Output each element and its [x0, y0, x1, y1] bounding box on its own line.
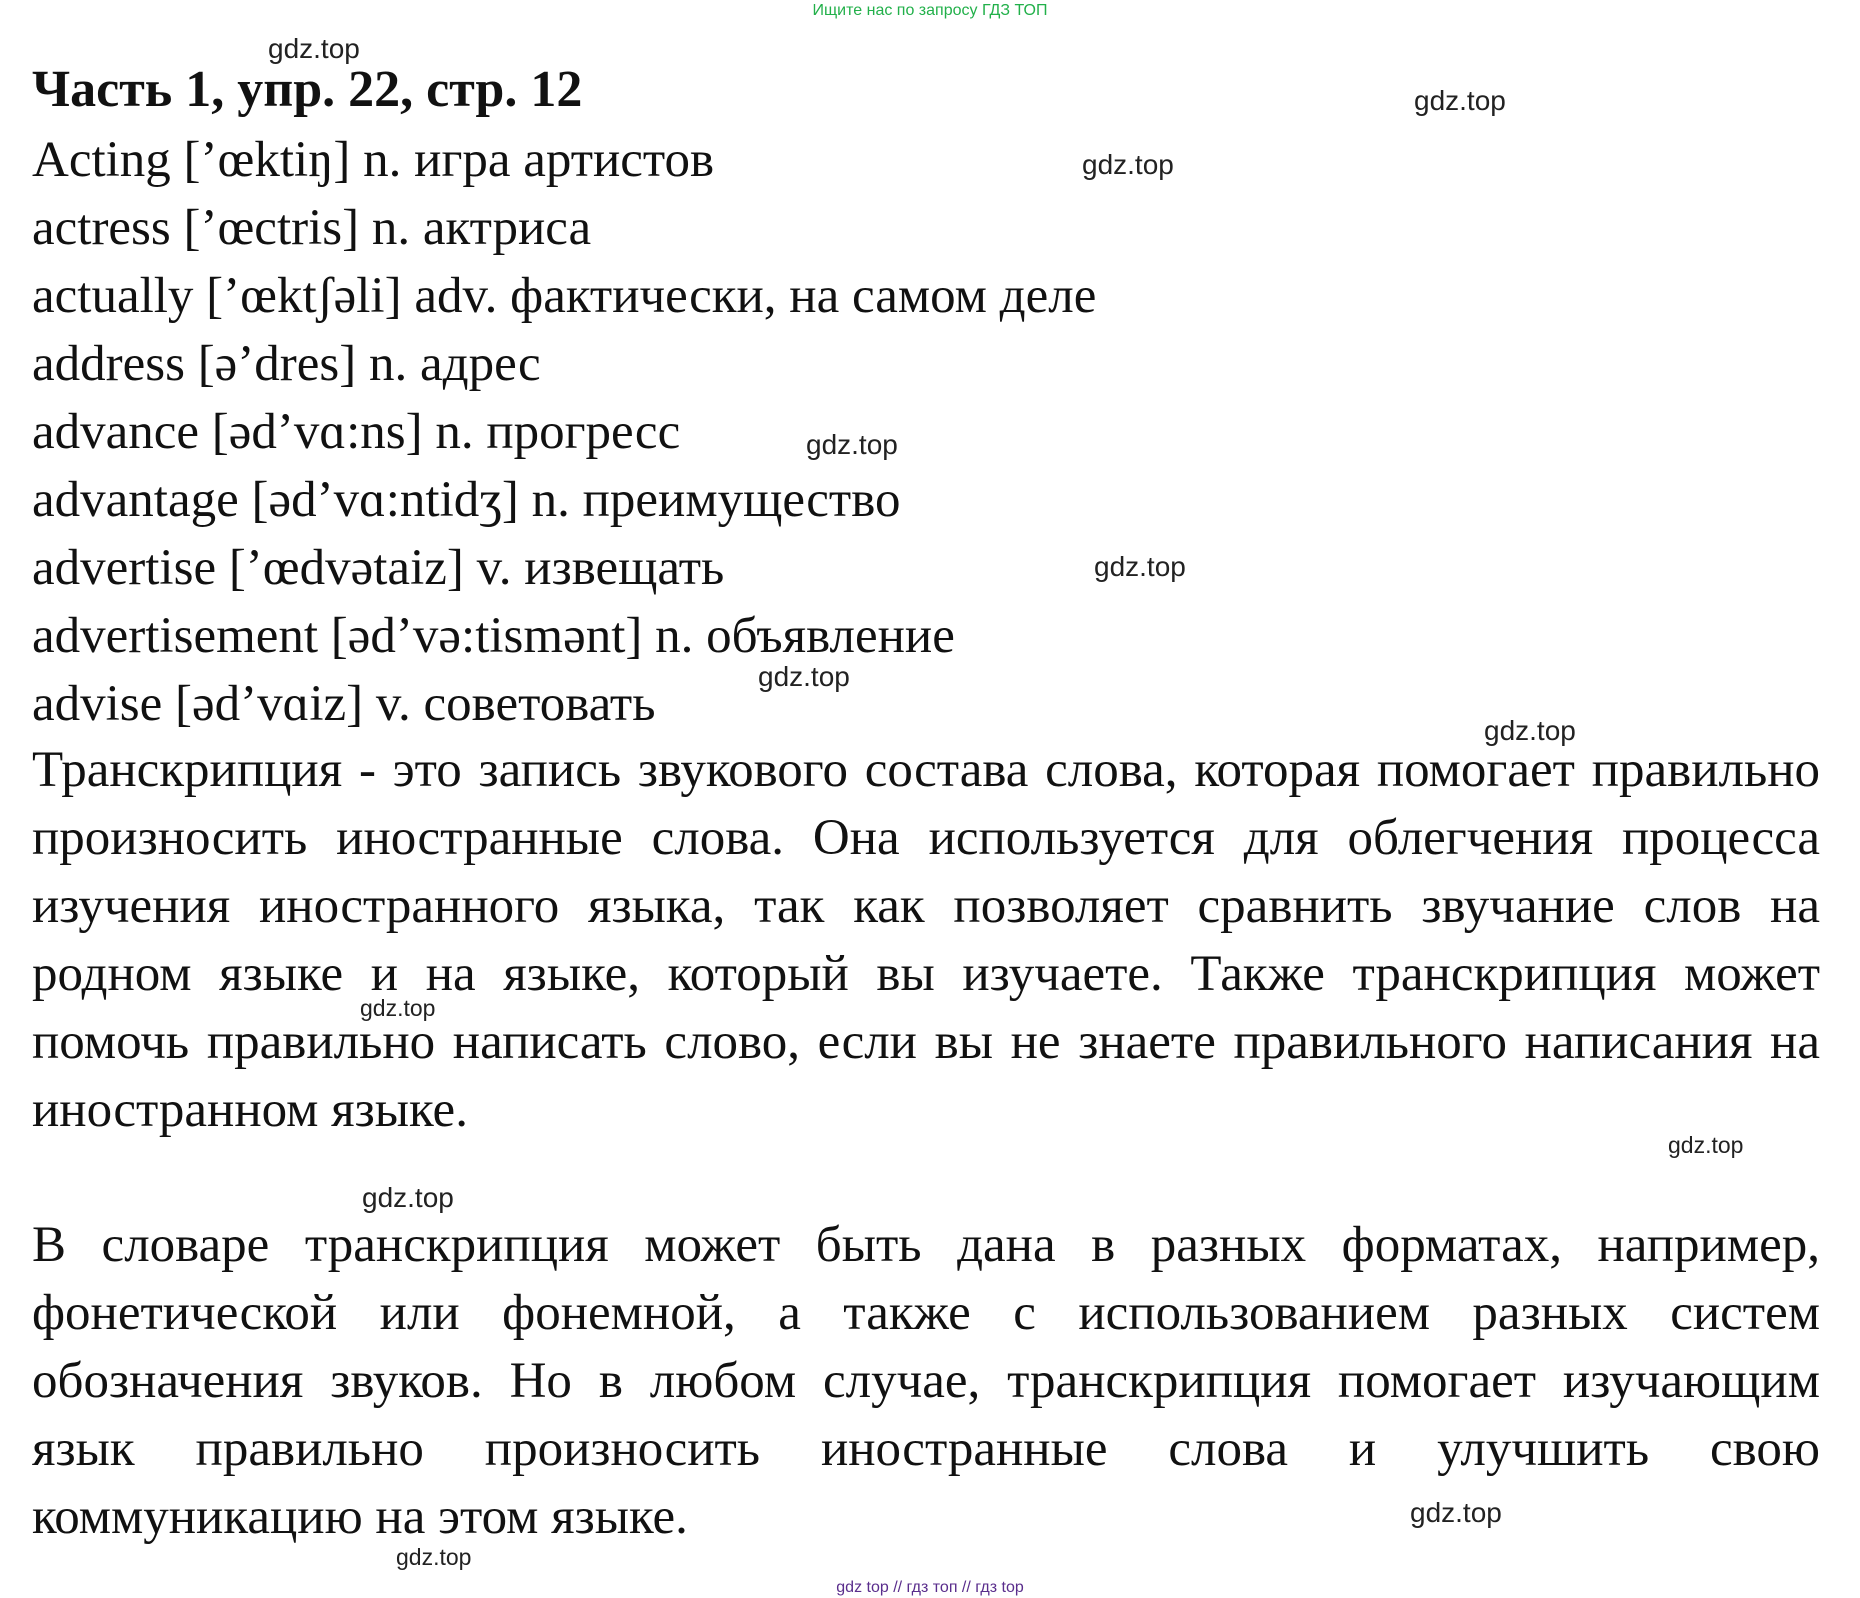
watermark: gdz.top	[362, 1182, 454, 1213]
watermark: gdz.top	[1668, 1132, 1744, 1158]
watermark: gdz.top	[268, 33, 360, 64]
watermark: gdz.top	[396, 1544, 472, 1570]
paragraph-transcription-definition: Транскрипция - это запись звукового состава слова, которая помогает правильно произносить иностранные слова. Она используется для облегчения процесса изучения иностранного языка, так как позволяет сравнить звучание слов на родном языке и на языке, который вы изучаете. Также транскрипция может помочь правильно написать слово, если вы не знаете правильного написания на иностранном языке.	[32, 742, 1820, 1138]
vocab-entry: advertisement [əd’və:tismənt] n. объявление	[32, 608, 955, 664]
vocab-entry: actually [’œktʃəli] adv. фактически, на самом деле	[32, 268, 1097, 324]
vocabulary-list	[32, 126, 1096, 738]
watermark: gdz.top	[1094, 551, 1186, 582]
vocab-entry: advantage [əd’vɑ:ntidʒ] n. преимущество	[32, 472, 901, 528]
watermark: gdz.top	[1082, 149, 1174, 180]
paragraph-transcription-formats: В словаре транскрипция может быть дана в разных форматах, например, фонетической или фонемной, а также с использованием разных систем обозначения звуков. Но в любом случае, транскрипция помогает изучающим язык правильно произносить иностранные слова и улучшить свою коммуникацию на этом языке.	[32, 1217, 1820, 1545]
watermark: gdz.top	[806, 429, 898, 460]
watermark: gdz.top	[758, 661, 850, 692]
vocab-entry: actress [’œctris] n. актриса	[32, 200, 592, 256]
top-banner: Ищите нас по запросу ГДЗ ТОП	[812, 2, 1048, 19]
vocab-entry: advance [əd’vɑ:ns] n. прогресс	[32, 404, 681, 460]
watermark: gdz.top	[1414, 85, 1506, 116]
vocab-entry: Acting [’œktiŋ] n. игра артистов	[32, 132, 715, 188]
page-title: Часть 1, упр. 22, стр. 12	[32, 61, 583, 118]
watermark: gdz.top	[1410, 1497, 1502, 1528]
vocab-entry: advise [əd’vɑiz] v. советовать	[32, 676, 656, 732]
watermark: gdz.top	[360, 995, 436, 1021]
watermark: gdz.top	[1484, 715, 1576, 746]
bottom-banner: gdz top // гдз топ // гдз top	[836, 1579, 1024, 1596]
vocab-entry: advertise [’œdvətaiz] v. извещать	[32, 540, 725, 596]
vocab-entry: address [ə’dres] n. адрес	[32, 336, 541, 392]
